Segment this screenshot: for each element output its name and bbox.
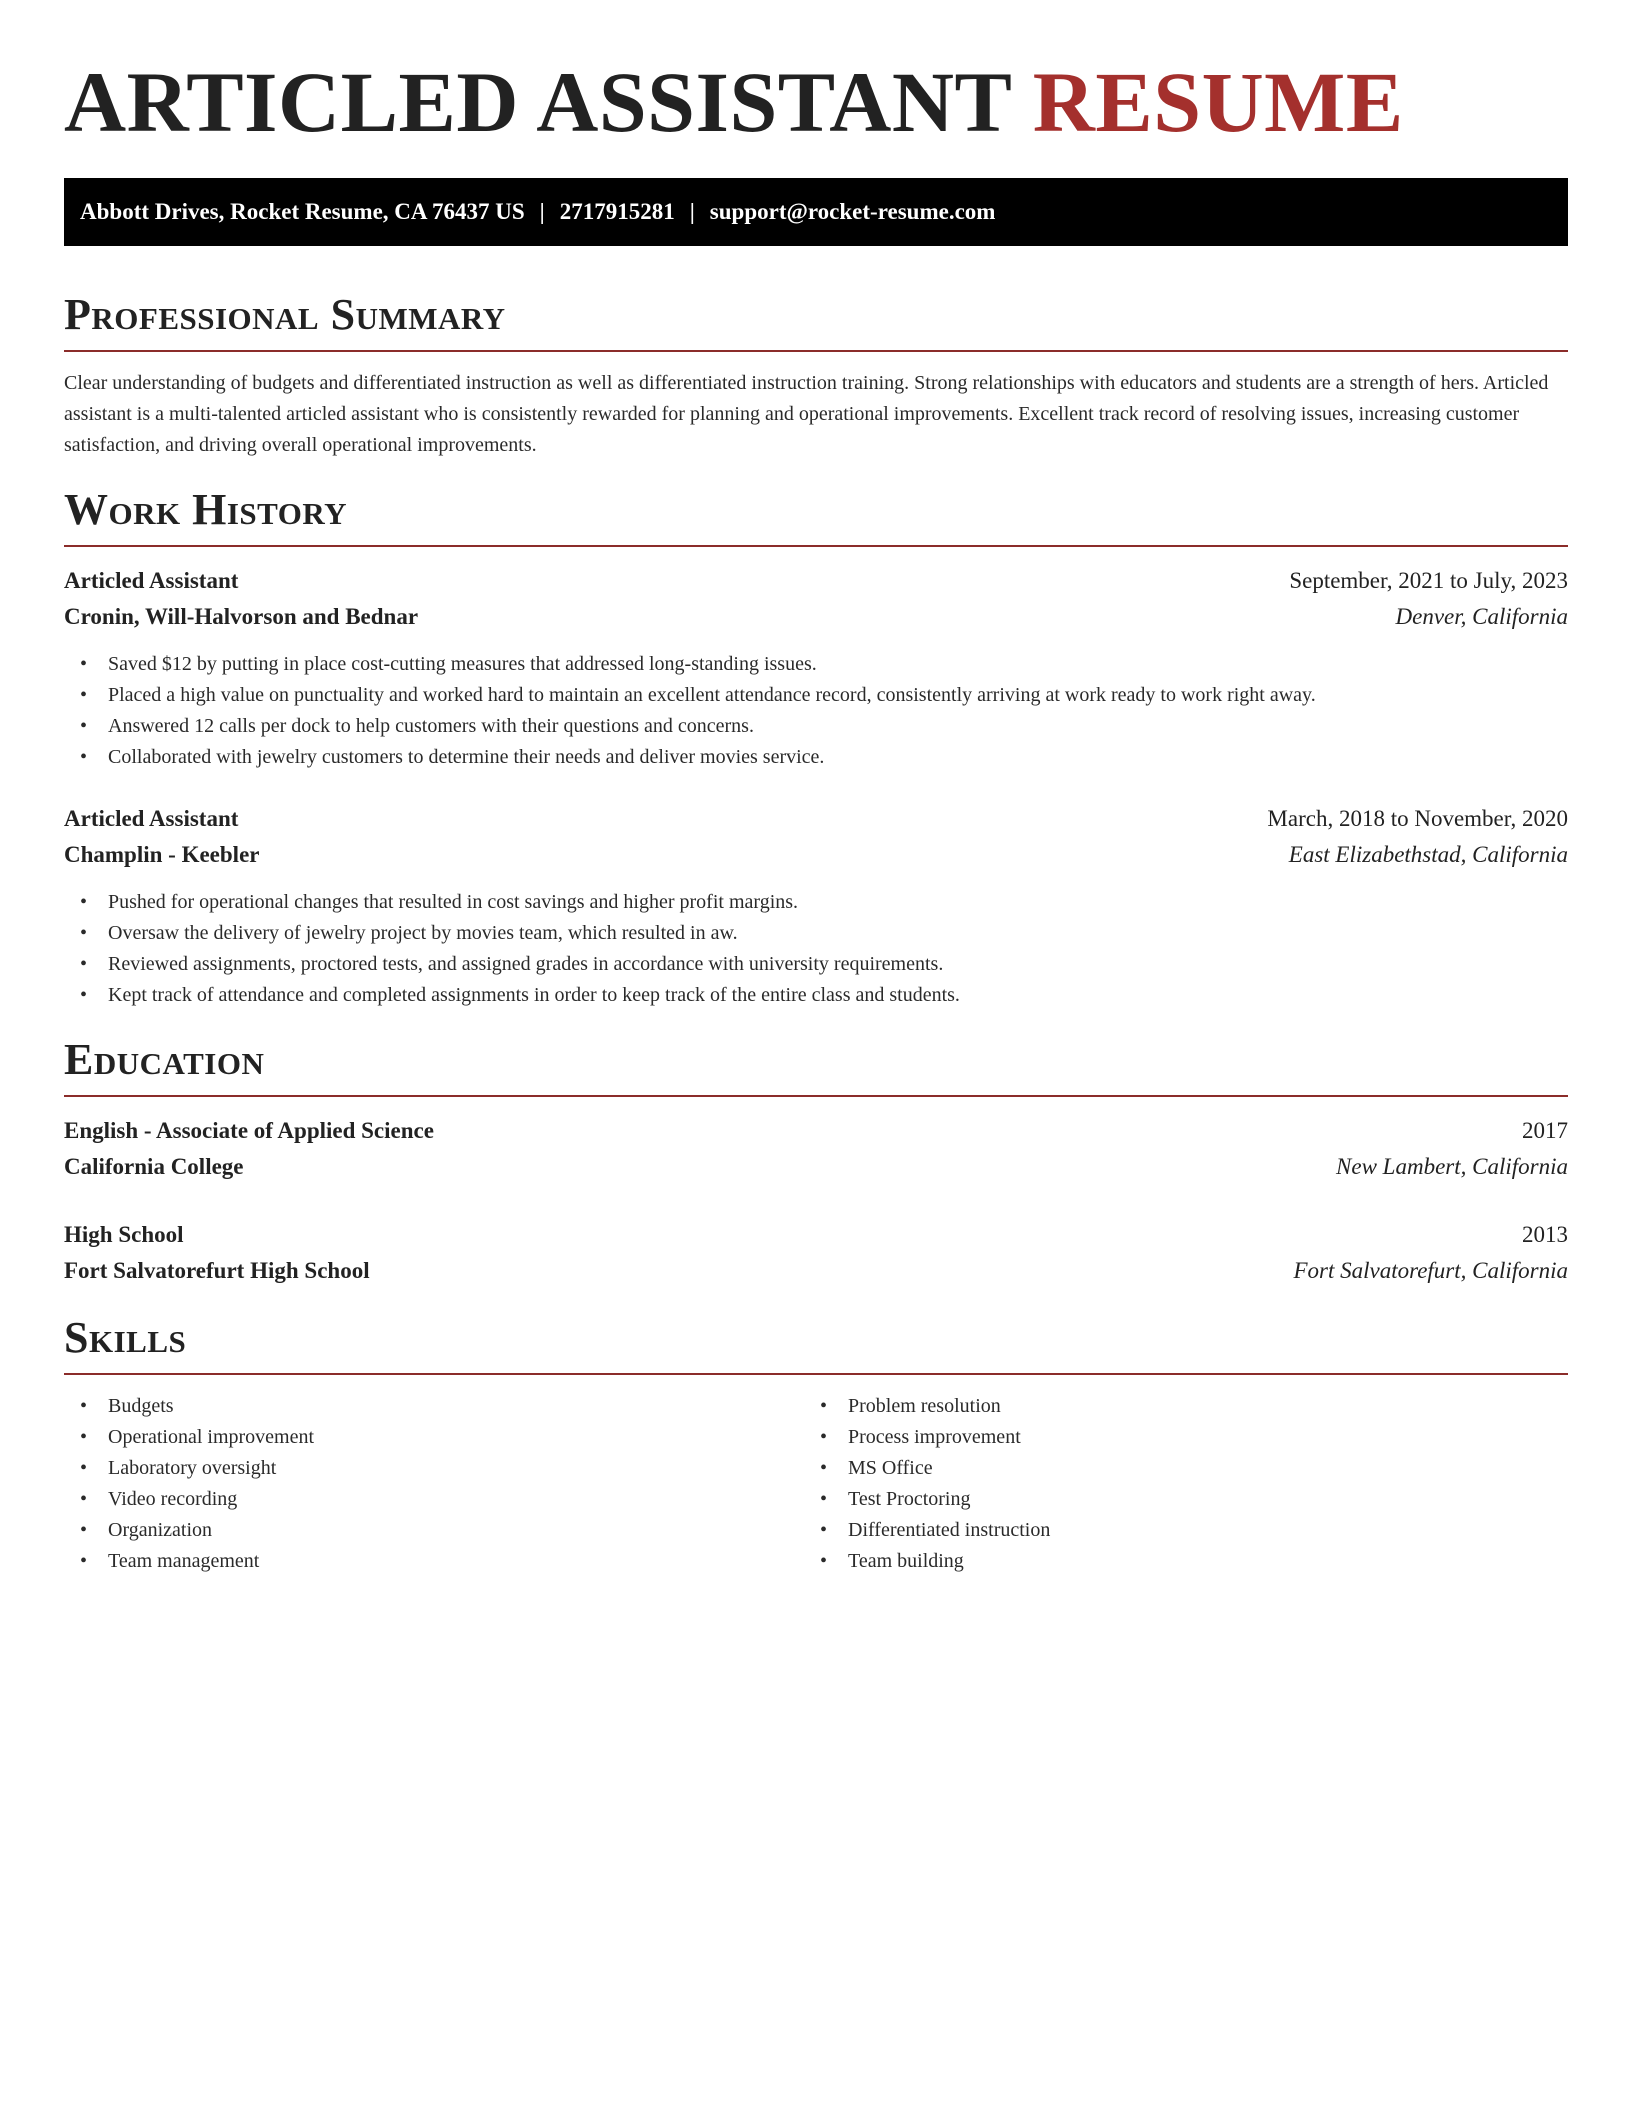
- section-divider: [64, 1373, 1568, 1375]
- education-year: 2017: [1522, 1118, 1568, 1143]
- education-year: 2013: [1522, 1222, 1568, 1247]
- skills-list: [64, 1391, 804, 1577]
- education-school: Fort Salvatorefurt High School: [64, 1258, 370, 1283]
- job-bullets: [64, 887, 1568, 1011]
- job-bullet: • Reviewed assignments, proctored tests, and assigned grades in accordance with university requirements.: [80, 949, 1568, 980]
- contact-phone: 2717915281: [559, 199, 675, 224]
- section-heading-skills: Skills: [64, 1313, 187, 1362]
- skill-item: • Organization: [80, 1515, 804, 1546]
- skills-grid: [64, 1391, 1568, 1577]
- title-main: ARTICLED ASSISTANT: [64, 54, 1011, 150]
- contact-address: Abbott Drives, Rocket Resume, CA 76437 US: [80, 199, 525, 224]
- skill-item: • Test Proctoring: [820, 1484, 1544, 1515]
- job-location: Denver, California: [1395, 604, 1568, 629]
- contact-bar: [64, 178, 1568, 246]
- skill-item: • Operational improvement: [80, 1422, 804, 1453]
- section-heading-education: Education: [64, 1035, 265, 1084]
- job-bullet: • Kept track of attendance and completed assignments in order to keep track of the entire class and students.: [80, 980, 1568, 1011]
- education-location: Fort Salvatorefurt, California: [1293, 1258, 1568, 1283]
- resume-title: [64, 52, 1568, 152]
- education-location: New Lambert, California: [1336, 1154, 1568, 1179]
- job-title: Articled Assistant: [64, 568, 239, 593]
- education-entry: [64, 1217, 1568, 1289]
- job-company: Champlin - Keebler: [64, 842, 260, 867]
- title-accent: RESUME: [1032, 54, 1404, 150]
- skill-item: • Budgets: [80, 1391, 804, 1422]
- skill-item: • Problem resolution: [820, 1391, 1544, 1422]
- education-degree: High School: [64, 1222, 184, 1247]
- job-bullet: • Oversaw the delivery of jewelry project by movies team, which resulted in aw.: [80, 918, 1568, 949]
- skills-column-right: [804, 1391, 1544, 1577]
- skills-section: [64, 1313, 1568, 1577]
- skill-item: • Team management: [80, 1546, 804, 1577]
- job-bullet: • Pushed for operational changes that resulted in cost savings and higher profit margins.: [80, 887, 1568, 918]
- job-bullets: [64, 649, 1568, 773]
- section-divider: [64, 1095, 1568, 1097]
- skill-item: • MS Office: [820, 1453, 1544, 1484]
- job-dates: September, 2021 to July, 2023: [1289, 568, 1568, 593]
- skill-item: • Laboratory oversight: [80, 1453, 804, 1484]
- skill-item: • Differentiated instruction: [820, 1515, 1544, 1546]
- job-bullet: • Placed a high value on punctuality and worked hard to maintain an excellent attendance record, consistently arriving at work ready to work right away.: [80, 680, 1568, 711]
- job-location: East Elizabethstad, California: [1288, 842, 1568, 867]
- job-dates: March, 2018 to November, 2020: [1267, 806, 1568, 831]
- section-heading-summary: Professional Summary: [64, 290, 506, 339]
- contact-separator: |: [539, 199, 545, 224]
- contact-email: support@rocket-resume.com: [709, 199, 996, 224]
- work-history-section: [64, 485, 1568, 1011]
- skills-list: [804, 1391, 1544, 1577]
- job-title: Articled Assistant: [64, 806, 239, 831]
- skills-column-left: [64, 1391, 804, 1577]
- education-school: California College: [64, 1154, 244, 1179]
- job-entry: [64, 563, 1568, 773]
- section-divider: [64, 350, 1568, 352]
- skill-item: • Team building: [820, 1546, 1544, 1577]
- section-divider: [64, 545, 1568, 547]
- summary-text: Clear understanding of budgets and differentiated instruction as well as differentiated instruction training. Strong relationships with educators and students are a strength of hers. Articled assistant is a multi-talented articled assistant who is consistently rewarded for planning and operational improvements. Excellent track record of resolving issues, increasing customer satisfaction, and driving overall operational improvements.: [64, 372, 1549, 456]
- education-entry: [64, 1113, 1568, 1185]
- job-bullet: • Collaborated with jewelry customers to determine their needs and deliver movies service.: [80, 742, 1568, 773]
- job-company: Cronin, Will-Halvorson and Bednar: [64, 604, 419, 629]
- education-section: [64, 1035, 1568, 1289]
- section-heading-work-history: Work History: [64, 485, 348, 534]
- job-bullet: • Answered 12 calls per dock to help customers with their questions and concerns.: [80, 711, 1568, 742]
- contact-separator: |: [689, 199, 695, 224]
- job-bullet: • Saved $12 by putting in place cost-cutting measures that addressed long-standing issues.: [80, 649, 1568, 680]
- summary-section: [64, 290, 1568, 461]
- skill-item: • Process improvement: [820, 1422, 1544, 1453]
- job-entry: [64, 801, 1568, 1011]
- education-degree: English - Associate of Applied Science: [64, 1118, 434, 1143]
- skill-item: • Video recording: [80, 1484, 804, 1515]
